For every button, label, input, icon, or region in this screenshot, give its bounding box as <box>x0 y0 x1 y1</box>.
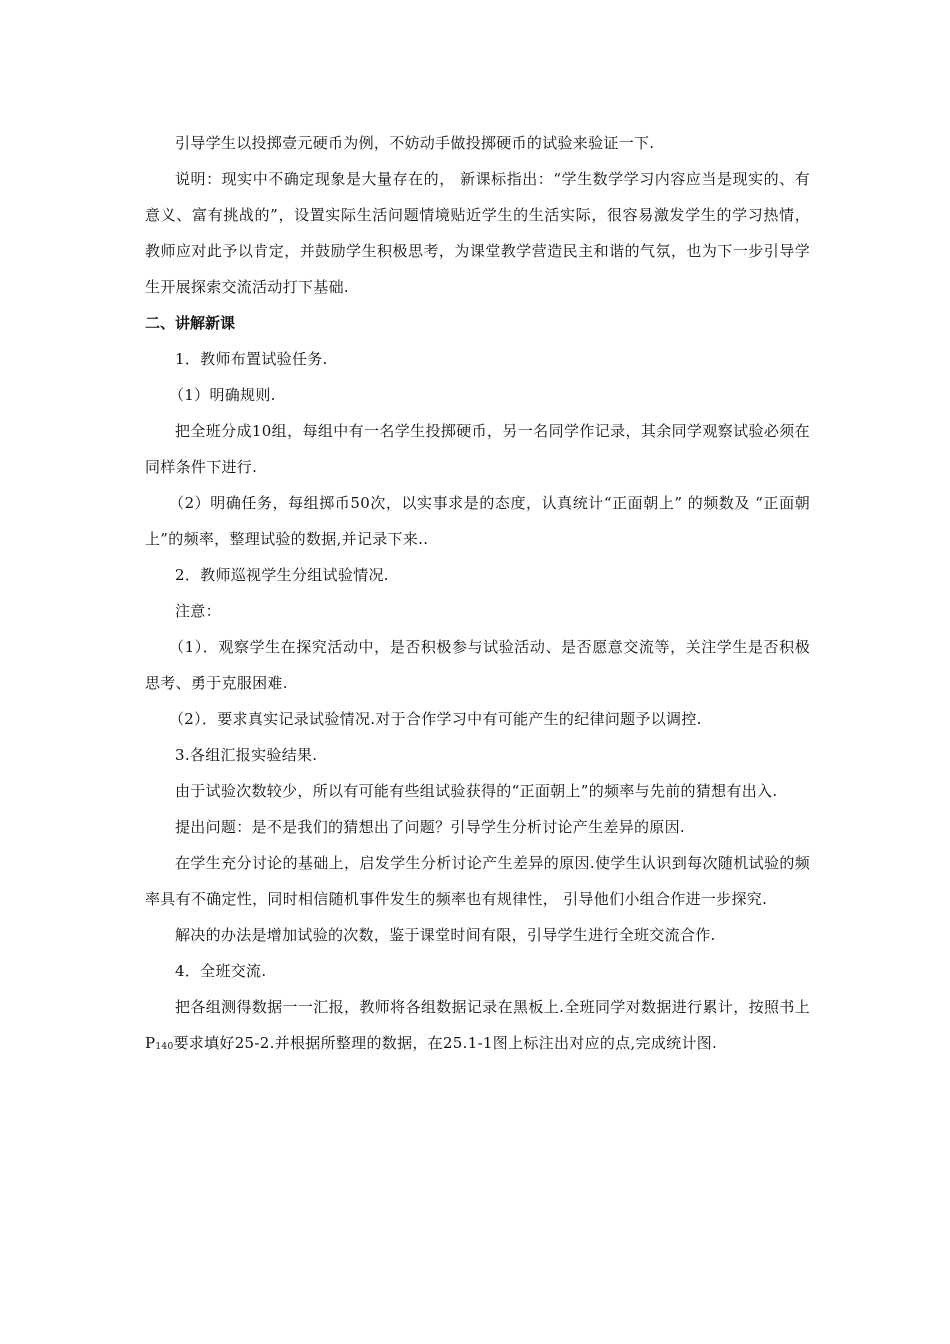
page-number-subscript: 140 <box>155 1042 174 1052</box>
paragraph-note-1: （1）．观察学生在探究活动中，是否积极参与试验活动、是否愿意交流等，关注学生是否积极思考、勇于克服困难. <box>145 638 810 692</box>
paragraph-step-3: 3.各组汇报实验结果. <box>175 746 318 764</box>
paragraph-intro: 引导学生以投掷壹元硬币为例，不妨动手做投掷硬币的试验来验证一下. <box>175 134 655 152</box>
paragraph-note-label: 注意： <box>175 602 221 620</box>
paragraph-rules: （1）明确规则. <box>169 386 276 404</box>
paragraph-discussion: 在学生充分讨论的基础上，启发学生分析讨论产生差异的原因.使学生认识到每次随机试验的频率具有不确定性，同时相信随机事件发生的频率也有规律性， 引导他们小组合作进一步探究. <box>145 854 810 908</box>
paragraph-step-1: 1．教师布置试验任务. <box>175 350 328 368</box>
paragraph-explanation: 说明：现实中不确定现象是大量存在的， 新课标指出：“学生数学学习内容应当是现实的、有意义、富有挑战的”，设置实际生活问题情境贴近学生的生活实际，很容易激发学生的学习热情，教师应对此予以肯定，并鼓励学生积极思考，为课堂教学营造民主和谐的气氛，也为下一步引导学生开展探索交流活动打下基础. <box>145 170 810 296</box>
paragraph-discrepancy: 由于试验次数较少，所以有可能有些组试验获得的“正面朝上”的频率与先前的猜想有出入. <box>175 782 778 800</box>
document-body <box>145 125 810 1065</box>
paragraph-grouping: 把全班分成10组，每组中有一名学生投掷硬币，另一名同学作记录，其余同学观察试验必须在同样条件下进行. <box>145 422 810 476</box>
paragraph-report-part-a: 把各组测得数据一一汇报，教师将各组数据记录在黑板上.全班同学对数据进行累计，按照书上 P <box>145 998 810 1052</box>
paragraph-step-2: 2．教师巡视学生分组试验情况. <box>175 566 389 584</box>
paragraph-note-2: （2）．要求真实记录试验情况.对于合作学习中有可能产生的纪律问题予以调控. <box>169 710 702 728</box>
paragraph-step-4: 4．全班交流. <box>175 962 267 980</box>
paragraph-solution: 解决的办法是增加试验的次数，鉴于课堂时间有限，引导学生进行全班交流合作. <box>175 926 716 944</box>
paragraph-report-part-b: 要求填好25-2.并根据所整理的数据，在25.1-1图上标注出对应的点,完成统计图. <box>173 1034 718 1052</box>
paragraph-question: 提出问题：是不是我们的猜想出了问题？引导学生分析讨论产生差异的原因. <box>175 818 685 836</box>
paragraph-report <box>145 989 810 1065</box>
section-heading-new-lesson: 二、讲解新课 <box>145 314 236 332</box>
paragraph-task: （2）明确任务，每组掷币50次，以实事求是的态度，认真统计“正面朝上” 的频数及 “正面朝上”的频率，整理试验的数据,并记录下来.. <box>145 494 810 548</box>
